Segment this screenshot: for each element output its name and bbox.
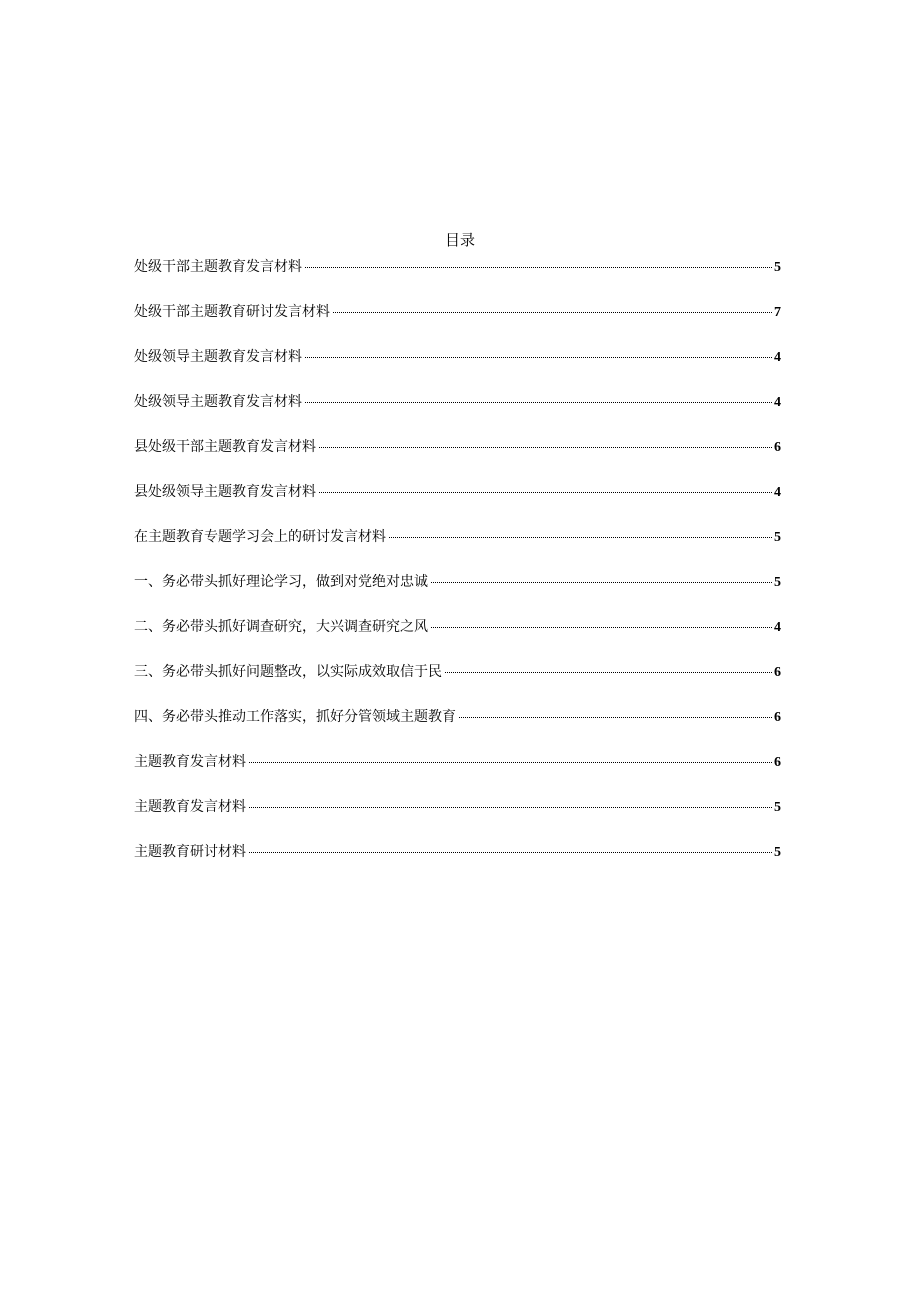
toc-entry-text: 县处级领导主题教育发言材料 — [134, 484, 316, 500]
toc-title: 目录 — [444, 231, 475, 249]
toc-entry[interactable] — [134, 481, 781, 526]
toc-dot-leader — [431, 581, 772, 583]
toc-entry[interactable] — [134, 706, 781, 751]
toc-entry-text: 县处级干部主题教育发言材料 — [134, 439, 316, 455]
toc-entry[interactable] — [134, 796, 781, 841]
toc-entry-text: 在主题教育专题学习会上的研讨发言材料 — [134, 529, 386, 545]
toc-list — [134, 256, 781, 886]
toc-entry[interactable] — [134, 346, 781, 391]
toc-dot-leader — [305, 266, 772, 268]
toc-entry-text: 处级干部主题教育研讨发言材料 — [134, 304, 330, 320]
toc-page-number: 7 — [774, 305, 781, 320]
toc-entry-text: 主题教育发言材料 — [134, 754, 246, 770]
toc-page-number: 6 — [774, 755, 781, 770]
toc-dot-leader — [249, 806, 772, 808]
toc-entry[interactable] — [134, 571, 781, 616]
toc-page-number: 4 — [774, 395, 781, 410]
toc-entry-text: 主题教育发言材料 — [134, 799, 246, 815]
toc-page-number: 6 — [774, 665, 781, 680]
toc-page-number: 5 — [774, 800, 781, 815]
toc-page-number: 6 — [774, 440, 781, 455]
toc-page-number: 5 — [774, 575, 781, 590]
toc-dot-leader — [333, 311, 772, 313]
toc-entry[interactable] — [134, 301, 781, 346]
toc-page-number: 4 — [774, 485, 781, 500]
toc-dot-leader — [459, 716, 772, 718]
toc-entry-text: 三、务必带头抓好问题整改，以实际成效取信于民 — [134, 664, 442, 680]
toc-page-number: 4 — [774, 620, 781, 635]
toc-dot-leader — [249, 761, 772, 763]
toc-entry[interactable] — [134, 841, 781, 886]
toc-entry-text: 处级领导主题教育发言材料 — [134, 394, 302, 410]
toc-page-number: 5 — [774, 845, 781, 860]
toc-entry[interactable] — [134, 256, 781, 301]
toc-entry-text: 处级领导主题教育发言材料 — [134, 349, 302, 365]
toc-entry[interactable] — [134, 391, 781, 436]
toc-page-number: 4 — [774, 350, 781, 365]
toc-entry-text: 二、务必带头抓好调查研究，大兴调查研究之风 — [134, 619, 428, 635]
toc-dot-leader — [389, 536, 772, 538]
toc-entry[interactable] — [134, 436, 781, 481]
toc-entry-text: 一、务必带头抓好理论学习，做到对党绝对忠诚 — [134, 574, 428, 590]
toc-dot-leader — [305, 401, 772, 403]
toc-dot-leader — [445, 671, 772, 673]
toc-page-number: 5 — [774, 260, 781, 275]
toc-entry-text: 处级干部主题教育发言材料 — [134, 259, 302, 275]
toc-entry[interactable] — [134, 751, 781, 796]
toc-dot-leader — [319, 446, 772, 448]
toc-dot-leader — [249, 851, 772, 853]
toc-page-number: 6 — [774, 710, 781, 725]
toc-dot-leader — [305, 356, 772, 358]
toc-entry-text: 主题教育研讨材料 — [134, 844, 246, 860]
toc-page-number: 5 — [774, 530, 781, 545]
toc-entry[interactable] — [134, 661, 781, 706]
toc-entry[interactable] — [134, 616, 781, 661]
toc-entry-text: 四、务必带头推动工作落实，抓好分管领域主题教育 — [134, 709, 456, 725]
toc-entry[interactable] — [134, 526, 781, 571]
toc-dot-leader — [319, 491, 772, 493]
toc-dot-leader — [431, 626, 772, 628]
